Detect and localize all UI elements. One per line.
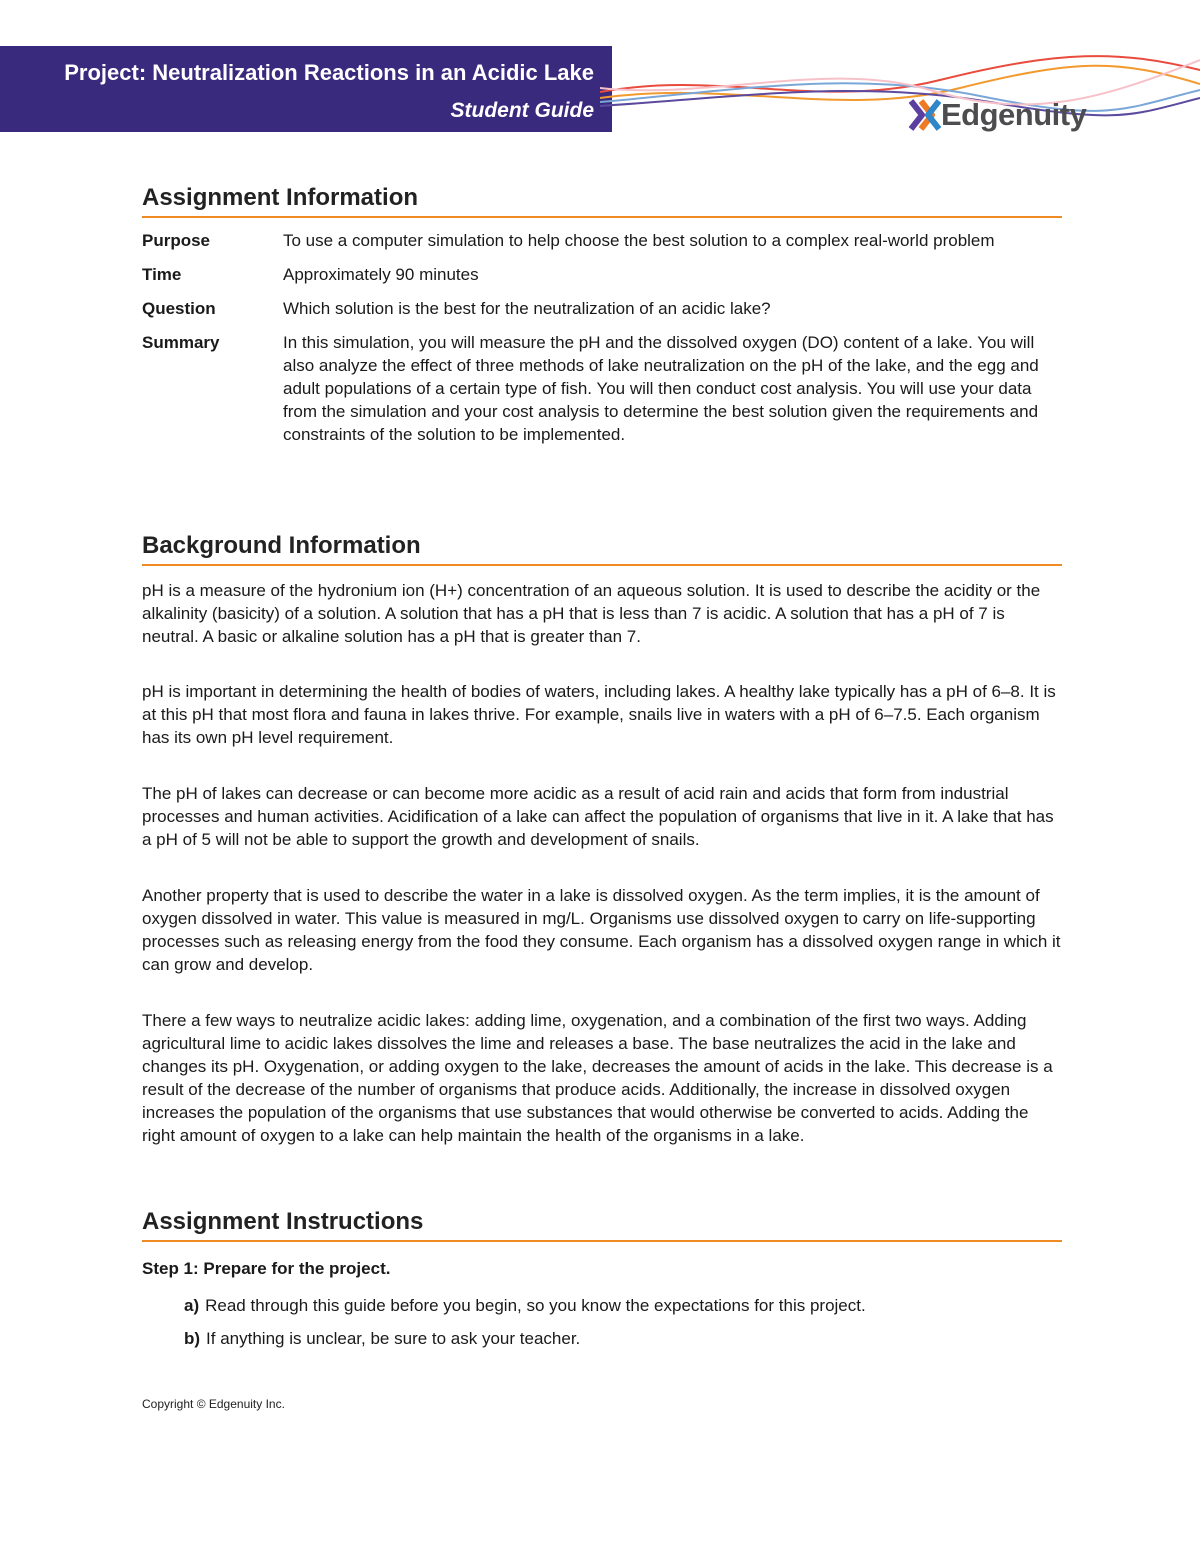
info-value: Which solution is the best for the neutralization of an acidic lake? [283, 299, 771, 318]
header-banner [0, 46, 612, 132]
step-item-text: If anything is unclear, be sure to ask your teacher. [206, 1329, 581, 1348]
step-item-letter: b) [184, 1329, 201, 1348]
background-paragraph: pH is a measure of the hydronium ion (H+) concentration of an aqueous solution. It is used to describe the acidity or the alkalinity (basicity) of a solution. A solution that has a pH that is less than 7 is acidic. A solution that has a pH of 7 is neutral. A basic or alkaline solution has a pH that is greater than 7. [142, 581, 1041, 646]
step-item-letter: a) [184, 1296, 200, 1315]
info-row-summary [142, 331, 1062, 446]
info-value: In this simulation, you will measure the pH and the dissolved oxygen (DO) content of a lake. You will also analyze the effect of three methods of lake neutralization on the pH of the lake, and the egg and adult populations of a certain type of fish. You will then conduct cost analysis. You will use your data from the simulation and your cost analysis to determine the best solution given the requirements and constraints of the solution to be implemented. [283, 333, 1039, 444]
step-item-text: Read through this guide before you begin, so you know the expectations for this project. [205, 1296, 866, 1315]
info-row-question [142, 297, 1062, 320]
logo-text: Edgenuity [941, 97, 1087, 132]
decorative-waves [600, 40, 1200, 120]
assignment-information-heading: Assignment Information [142, 184, 1062, 218]
step-list-item [184, 1327, 580, 1350]
step-1-title: Step 1: Prepare for the project. [142, 1259, 391, 1278]
document-title: Project: Neutralization Reactions in an Acidic Lake [64, 60, 594, 85]
step-list-item [184, 1294, 866, 1317]
info-value: To use a computer simulation to help choose the best solution to a complex real-world problem [283, 231, 995, 250]
document-subtitle: Student Guide [450, 99, 594, 122]
background-paragraph: Another property that is used to describe the water in a lake is dissolved oxygen. As the term implies, it is the amount of oxygen dissolved in water. This value is measured in mg/L. Organisms use dissolved oxygen to carry on life-supporting processes such as releasing energy from the food they consume. Each organism has a dissolved oxygen range in which it can grow and develop. [142, 886, 1061, 974]
background-information-heading: Background Information [142, 532, 1062, 566]
edgenuity-x-icon [908, 97, 942, 133]
assignment-info-table [142, 229, 1062, 457]
copyright-notice: Copyright © Edgenuity Inc. [142, 1397, 285, 1411]
info-row-time [142, 263, 1062, 286]
info-value: Approximately 90 minutes [283, 265, 479, 284]
info-label: Summary [142, 333, 220, 352]
info-row-purpose [142, 229, 1062, 252]
background-paragraph: There a few ways to neutralize acidic lakes: adding lime, oxygenation, and a combination of the first two ways. Adding agricultural lime to acidic lakes dissolves the lime and releases a base. The base neutralizes the acid in the lake and changes its pH. Oxygenation, or adding oxygen to the lake, decreases the amount of acids in the lake. This decrease is a result of the decrease of the number of organisms that produce acids. Additionally, the increase in dissolved oxygen increases the population of the organisms that use substances that would otherwise be converted to acids. Adding the right amount of oxygen to a lake can help maintain the health of the organisms in a lake. [142, 1011, 1053, 1145]
background-paragraph: The pH of lakes can decrease or can become more acidic as a result of acid rain and acids that form from industrial processes and human activities. Acidification of a lake can affect the population of organisms that live in it. A lake that has a pH of 5 will not be able to support the growth and development of snails. [142, 784, 1054, 849]
info-label: Question [142, 299, 216, 318]
edgenuity-logo [908, 97, 1086, 133]
info-label: Purpose [142, 231, 211, 250]
background-paragraph: pH is important in determining the health of bodies of waters, including lakes. A healthy lake typically has a pH of 6–8. It is at this pH that most flora and fauna in lakes thrive. For example, snails live in waters with a pH of 6–7.5. Each organism has its own pH level requirement. [142, 682, 1056, 747]
assignment-instructions-heading: Assignment Instructions [142, 1208, 1062, 1242]
info-label: Time [142, 265, 182, 284]
